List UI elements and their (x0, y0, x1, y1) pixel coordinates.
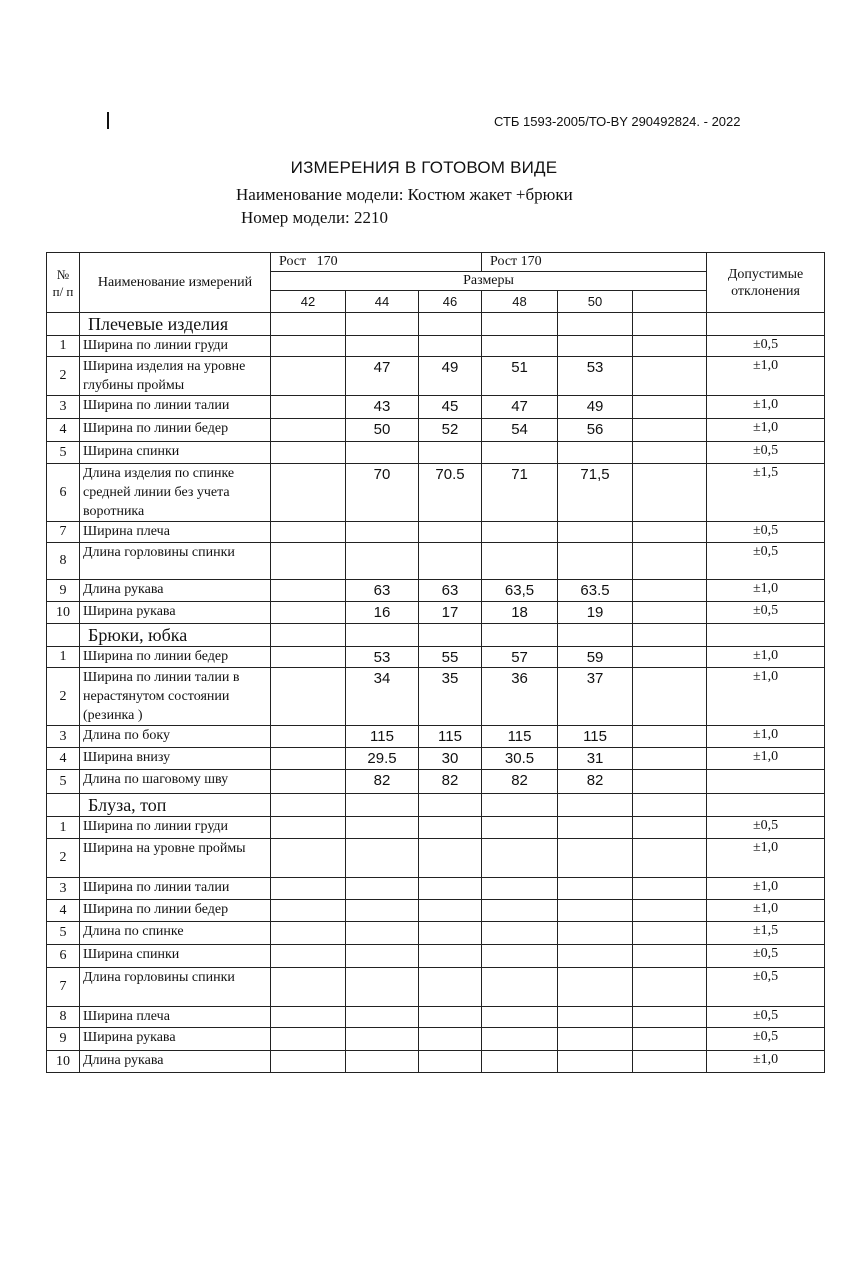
section-number-cell (47, 624, 80, 647)
section-title: Блуза, топ (80, 794, 271, 817)
section-empty-cell (558, 313, 633, 336)
row-number: 1 (47, 336, 80, 357)
measurement-name: Ширина по линии бедер (80, 900, 271, 922)
row-number: 9 (47, 580, 80, 602)
section-empty-cell (707, 624, 825, 647)
table-row (47, 357, 825, 396)
measurement-name: Ширина спинки (80, 945, 271, 968)
measurement-value (271, 726, 346, 748)
measurement-value: 57 (482, 647, 558, 668)
measurement-value (346, 922, 419, 945)
measurement-value: 82 (558, 770, 633, 794)
table-row (47, 602, 825, 624)
measurement-name: Ширина изделия на уровне глубины проймы (80, 357, 271, 396)
measurement-value: 51 (482, 357, 558, 396)
measurement-name: Ширина плеча (80, 522, 271, 543)
measurement-value (558, 900, 633, 922)
measurement-value (271, 1028, 346, 1051)
tolerance-value: ±1,0 (707, 839, 825, 878)
measurement-value: 63.5 (558, 580, 633, 602)
measurement-value (633, 817, 707, 839)
table-row (47, 817, 825, 839)
measurement-value (346, 522, 419, 543)
header-name: Наименование измерений (80, 253, 271, 313)
measurement-value: 52 (419, 419, 482, 442)
measurement-value (482, 878, 558, 900)
row-number: 2 (47, 668, 80, 726)
measurement-value (346, 336, 419, 357)
measurement-value (558, 1028, 633, 1051)
measurement-value: 47 (346, 357, 419, 396)
measurement-value (633, 945, 707, 968)
measurement-value (419, 442, 482, 464)
measurement-name: Ширина по линии бедер (80, 647, 271, 668)
measurement-value: 29.5 (346, 748, 419, 770)
measurement-name: Длина рукава (80, 1051, 271, 1073)
measurement-value (482, 522, 558, 543)
size-header-cell: 42 (271, 291, 346, 313)
row-number: 7 (47, 522, 80, 543)
measurement-name: Длина горловины спинки (80, 543, 271, 580)
section-empty-cell (633, 313, 707, 336)
measurement-value (633, 522, 707, 543)
row-number: 8 (47, 1007, 80, 1028)
tolerance-value: ±0,5 (707, 336, 825, 357)
section-empty-cell (633, 794, 707, 817)
measurement-value (633, 543, 707, 580)
section-empty-cell (633, 624, 707, 647)
row-number: 8 (47, 543, 80, 580)
tolerance-value: ±0,5 (707, 602, 825, 624)
size-header-cell: 50 (558, 291, 633, 313)
measurement-value: 82 (482, 770, 558, 794)
measurement-name: Длина по шаговому шву (80, 770, 271, 794)
measurement-value (482, 945, 558, 968)
section-empty-cell (271, 794, 346, 817)
row-number: 5 (47, 442, 80, 464)
header-height-1: Рост 170 (271, 253, 482, 272)
header-sizes: Размеры (271, 272, 707, 291)
measurement-value (482, 336, 558, 357)
measurement-value (271, 968, 346, 1007)
section-empty-cell (346, 313, 419, 336)
measurement-name: Ширина на уровне проймы (80, 839, 271, 878)
measurement-value: 43 (346, 396, 419, 419)
measurement-name: Длина по боку (80, 726, 271, 748)
tolerance-value: ±0,5 (707, 945, 825, 968)
measurement-value (558, 543, 633, 580)
measurement-value: 82 (346, 770, 419, 794)
measurement-value (271, 900, 346, 922)
table-row (47, 580, 825, 602)
measurement-value: 63,5 (482, 580, 558, 602)
size-header-cell: 44 (346, 291, 419, 313)
section-title: Брюки, юбка (80, 624, 271, 647)
measurement-value: 36 (482, 668, 558, 726)
measurement-value (482, 817, 558, 839)
size-header-cell (633, 291, 707, 313)
model-name: Наименование модели: Костюм жакет +брюки (236, 185, 573, 204)
measurement-value: 47 (482, 396, 558, 419)
measurement-value: 16 (346, 602, 419, 624)
measurement-value (419, 336, 482, 357)
row-number: 9 (47, 1028, 80, 1051)
measurement-value (271, 419, 346, 442)
measurement-value: 82 (419, 770, 482, 794)
measurement-value (633, 668, 707, 726)
measurement-value: 115 (558, 726, 633, 748)
measurement-value: 53 (346, 647, 419, 668)
tolerance-value: ±0,5 (707, 1007, 825, 1028)
measurement-value (633, 770, 707, 794)
measurement-value (346, 442, 419, 464)
tolerance-value: ±1,0 (707, 878, 825, 900)
row-number: 3 (47, 726, 80, 748)
tolerance-value (707, 770, 825, 794)
measurement-value: 30.5 (482, 748, 558, 770)
measurement-value (558, 878, 633, 900)
measurement-value (419, 543, 482, 580)
measurement-value (271, 748, 346, 770)
measurement-value (633, 726, 707, 748)
measurement-value (419, 945, 482, 968)
measurement-value: 115 (482, 726, 558, 748)
measurement-value (346, 839, 419, 878)
tolerance-value: ±1,0 (707, 900, 825, 922)
measurement-value: 70 (346, 464, 419, 522)
table-row (47, 748, 825, 770)
section-empty-cell (482, 794, 558, 817)
row-number: 2 (47, 357, 80, 396)
measurement-value (419, 1051, 482, 1073)
measurement-value (482, 1051, 558, 1073)
tolerance-value: ±1,0 (707, 580, 825, 602)
section-empty-cell (707, 313, 825, 336)
table-row (47, 1028, 825, 1051)
row-number: 3 (47, 878, 80, 900)
measurement-value: 37 (558, 668, 633, 726)
measurement-value: 35 (419, 668, 482, 726)
row-number: 4 (47, 748, 80, 770)
section-title: Плечевые изделия (80, 313, 271, 336)
tolerance-value: ±1,0 (707, 357, 825, 396)
measurement-value: 34 (346, 668, 419, 726)
measurement-value (271, 922, 346, 945)
table-row (47, 945, 825, 968)
tolerance-value: ±0,5 (707, 817, 825, 839)
tolerance-value: ±0,5 (707, 442, 825, 464)
measurement-value (271, 357, 346, 396)
measurement-value (633, 396, 707, 419)
measurement-value: 63 (346, 580, 419, 602)
table-row (47, 839, 825, 878)
measurement-value: 54 (482, 419, 558, 442)
measurement-value (633, 442, 707, 464)
measurement-name: Ширина по линии талии (80, 396, 271, 419)
measurement-value: 49 (419, 357, 482, 396)
tolerance-value: ±1,5 (707, 922, 825, 945)
measurement-value: 63 (419, 580, 482, 602)
section-empty-cell (707, 794, 825, 817)
measurement-value (419, 1007, 482, 1028)
measurement-value (558, 839, 633, 878)
measurement-name: Длина горловины спинки (80, 968, 271, 1007)
measurement-value (633, 839, 707, 878)
measurement-name: Ширина рукава (80, 602, 271, 624)
tolerance-value: ±0,5 (707, 1028, 825, 1051)
row-number: 1 (47, 647, 80, 668)
measurement-value (271, 602, 346, 624)
measurement-value: 71,5 (558, 464, 633, 522)
row-number: 2 (47, 839, 80, 878)
section-empty-cell (482, 313, 558, 336)
table-row (47, 464, 825, 522)
measurement-value (271, 442, 346, 464)
row-number: 6 (47, 945, 80, 968)
measurement-value (558, 1051, 633, 1073)
tolerance-value: ±1,0 (707, 396, 825, 419)
measurement-name: Ширина по линии груди (80, 817, 271, 839)
section-number-cell (47, 313, 80, 336)
measurement-value (346, 945, 419, 968)
measurement-value: 70.5 (419, 464, 482, 522)
table-row (47, 1007, 825, 1028)
tolerance-value: ±1,0 (707, 1051, 825, 1073)
measurement-value: 49 (558, 396, 633, 419)
measurement-value (633, 1007, 707, 1028)
measurement-value (346, 1051, 419, 1073)
measurement-name: Ширина по линии талии в нерастянутом состоянии (резинка ) (80, 668, 271, 726)
measurement-value (271, 543, 346, 580)
measurement-value (558, 968, 633, 1007)
table-row (47, 522, 825, 543)
measurement-value (558, 522, 633, 543)
section-empty-cell (419, 794, 482, 817)
standard-reference: СТБ 1593-2005/ТО-BY 290492824. - 2022 (494, 114, 741, 129)
row-number: 7 (47, 968, 80, 1007)
measurement-value (482, 922, 558, 945)
row-number: 6 (47, 464, 80, 522)
measurements-table (46, 252, 825, 1073)
header-height-2: Рост 170 (482, 253, 707, 272)
measurement-value (633, 580, 707, 602)
row-number: 1 (47, 817, 80, 839)
text-cursor (107, 112, 109, 129)
table-row (47, 922, 825, 945)
measurement-value (346, 543, 419, 580)
measurement-value: 31 (558, 748, 633, 770)
measurement-value: 115 (419, 726, 482, 748)
measurement-name: Ширина по линии бедер (80, 419, 271, 442)
section-number-cell (47, 794, 80, 817)
measurement-value: 45 (419, 396, 482, 419)
measurement-name: Длина изделия по спинке средней линии без учета воротника (80, 464, 271, 522)
header-number: № п/ п (47, 253, 80, 313)
row-number: 5 (47, 770, 80, 794)
measurement-value (633, 878, 707, 900)
measurement-name: Ширина по линии талии (80, 878, 271, 900)
size-header-cell: 46 (419, 291, 482, 313)
measurement-value (271, 464, 346, 522)
tolerance-value: ±1,0 (707, 668, 825, 726)
measurement-value (482, 1028, 558, 1051)
measurement-value (346, 900, 419, 922)
row-number: 10 (47, 1051, 80, 1073)
measurement-value (271, 817, 346, 839)
measurement-value (419, 900, 482, 922)
measurement-value (271, 878, 346, 900)
measurement-name: Ширина по линии груди (80, 336, 271, 357)
measurement-value (633, 900, 707, 922)
measurement-value: 59 (558, 647, 633, 668)
measurement-value (271, 668, 346, 726)
measurement-value: 17 (419, 602, 482, 624)
measurement-value (346, 817, 419, 839)
measurement-value (346, 1028, 419, 1051)
section-empty-cell (271, 624, 346, 647)
measurement-value (346, 968, 419, 1007)
measurement-value: 19 (558, 602, 633, 624)
measurement-name: Длина по спинке (80, 922, 271, 945)
tolerance-value: ±0,5 (707, 522, 825, 543)
measurement-value (482, 900, 558, 922)
tolerance-value: ±1,0 (707, 419, 825, 442)
row-number: 3 (47, 396, 80, 419)
measurement-value (482, 543, 558, 580)
measurement-value: 71 (482, 464, 558, 522)
measurement-value (633, 1028, 707, 1051)
measurement-value: 56 (558, 419, 633, 442)
section-empty-cell (271, 313, 346, 336)
measurement-value (419, 878, 482, 900)
tolerance-value: ±0,5 (707, 968, 825, 1007)
table-row (47, 396, 825, 419)
measurement-value (271, 945, 346, 968)
section-empty-cell (558, 794, 633, 817)
size-header-cell: 48 (482, 291, 558, 313)
measurement-value (271, 580, 346, 602)
page-title: ИЗМЕРЕНИЯ В ГОТОВОМ ВИДЕ (290, 158, 558, 177)
measurement-value (271, 647, 346, 668)
measurement-value (419, 522, 482, 543)
measurement-name: Ширина спинки (80, 442, 271, 464)
measurement-value (419, 968, 482, 1007)
measurement-value (271, 839, 346, 878)
measurement-value (633, 336, 707, 357)
measurement-value (346, 878, 419, 900)
measurement-value (271, 1051, 346, 1073)
measurement-value (482, 442, 558, 464)
table-row (47, 968, 825, 1007)
measurement-value (633, 1051, 707, 1073)
measurement-value (633, 748, 707, 770)
measurement-value (419, 922, 482, 945)
table-row (47, 336, 825, 357)
table-row (47, 1051, 825, 1073)
row-number: 4 (47, 900, 80, 922)
measurement-value (633, 602, 707, 624)
measurement-value (558, 1007, 633, 1028)
measurement-value (558, 336, 633, 357)
table-row (47, 726, 825, 748)
measurement-value (633, 968, 707, 1007)
measurement-value (558, 817, 633, 839)
table-row (47, 668, 825, 726)
measurement-value (558, 442, 633, 464)
section-empty-cell (419, 313, 482, 336)
measurement-value (271, 396, 346, 419)
measurement-value (633, 922, 707, 945)
tolerance-value: ±1,0 (707, 726, 825, 748)
row-number: 4 (47, 419, 80, 442)
header-tolerance: Допустимые отклонения (707, 253, 825, 313)
measurement-value (271, 522, 346, 543)
section-empty-cell (419, 624, 482, 647)
measurement-value: 50 (346, 419, 419, 442)
section-empty-cell (558, 624, 633, 647)
measurement-value (346, 1007, 419, 1028)
measurement-value: 55 (419, 647, 482, 668)
measurement-value: 115 (346, 726, 419, 748)
measurement-value (419, 1028, 482, 1051)
tolerance-value: ±1,5 (707, 464, 825, 522)
measurement-name: Ширина рукава (80, 1028, 271, 1051)
measurement-value: 53 (558, 357, 633, 396)
table-row (47, 543, 825, 580)
table-row (47, 770, 825, 794)
row-number: 5 (47, 922, 80, 945)
measurement-value: 30 (419, 748, 482, 770)
measurement-value (558, 945, 633, 968)
measurement-value: 18 (482, 602, 558, 624)
section-empty-cell (482, 624, 558, 647)
measurement-value (419, 817, 482, 839)
table-row (47, 900, 825, 922)
measurement-value (558, 922, 633, 945)
measurement-value (482, 1007, 558, 1028)
section-empty-cell (346, 794, 419, 817)
measurement-value (633, 357, 707, 396)
measurement-value (482, 968, 558, 1007)
section-empty-cell (346, 624, 419, 647)
measurement-value (633, 647, 707, 668)
measurement-name: Длина рукава (80, 580, 271, 602)
measurement-name: Ширина внизу (80, 748, 271, 770)
model-number: Номер модели: 2210 (241, 208, 389, 227)
measurement-value (482, 839, 558, 878)
table-row (47, 419, 825, 442)
table-row (47, 878, 825, 900)
tolerance-value: ±1,0 (707, 647, 825, 668)
table-row (47, 442, 825, 464)
measurement-value (633, 419, 707, 442)
measurement-value (633, 464, 707, 522)
table-row (47, 647, 825, 668)
tolerance-value: ±1,0 (707, 748, 825, 770)
measurement-name: Ширина плеча (80, 1007, 271, 1028)
row-number: 10 (47, 602, 80, 624)
measurement-value (419, 839, 482, 878)
measurement-value (271, 336, 346, 357)
measurement-value (271, 770, 346, 794)
tolerance-value: ±0,5 (707, 543, 825, 580)
measurement-value (271, 1007, 346, 1028)
